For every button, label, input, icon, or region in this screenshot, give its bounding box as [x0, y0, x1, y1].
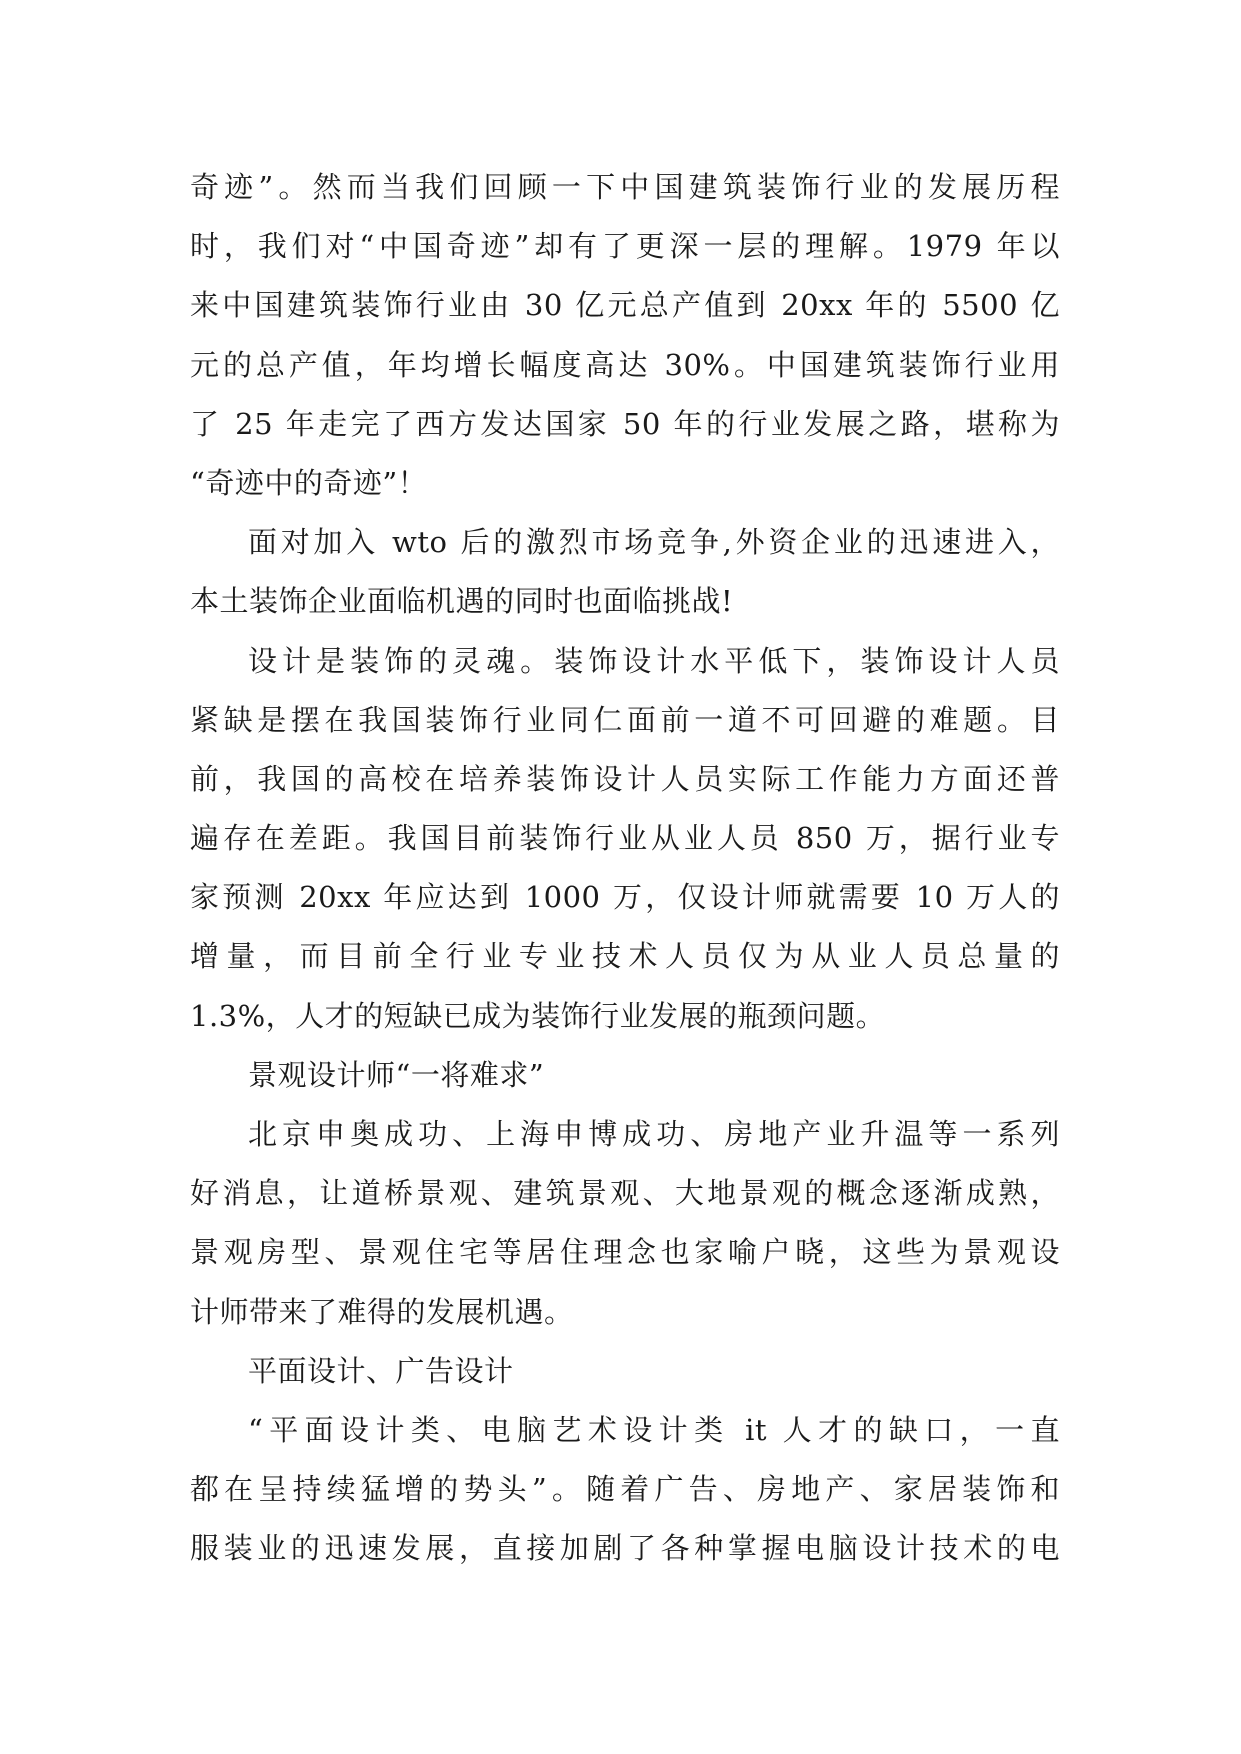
text-line: 都在呈持续猛增的势头”。随着广告、房地产、家居装饰和 — [190, 1472, 1060, 1507]
text-line: 本土装饰企业面临机遇的同时也面临挑战! — [190, 584, 734, 619]
paragraph-start-line: 面对加入 wto 后的激烈市场竞争,外资企业的迅速进入， — [248, 525, 1060, 560]
text-line: 1.3%，人才的短缺已成为装饰行业发展的瓶颈问题。 — [190, 998, 886, 1033]
text-line: “奇迹中的奇迹”！ — [190, 465, 428, 500]
text-line: 增量，而目前全行业专业技术人员仅为从业人员总量的 — [190, 939, 1060, 974]
text-line: 奇迹”。然而当我们回顾一下中国建筑装饰行业的发展历程 — [190, 170, 1060, 204]
text-line: 家预测 20xx 年应达到 1000 万，仅设计师就需要 10 万人的 — [190, 880, 1060, 915]
paragraph-start-line: 北京申奥成功、上海申博成功、房地产业升温等一系列 — [248, 1117, 1060, 1151]
text-line: 遍存在差距。我国目前装饰行业从业人员 850 万，据行业专 — [190, 821, 1060, 856]
paragraph-start-line: “平面设计类、电脑艺术设计类 it 人才的缺口，一直 — [248, 1412, 1060, 1447]
section-heading: 平面设计、广告设计 — [248, 1353, 514, 1388]
text-line: 好消息，让道桥景观、建筑景观、大地景观的概念逐渐成熟， — [190, 1176, 1060, 1211]
text-line: 时，我们对“中国奇迹”却有了更深一层的理解。1979 年以 — [190, 229, 1060, 264]
text-line: 紧缺是摆在我国装饰行业同仁面前一道不可回避的难题。目 — [190, 702, 1060, 737]
text-line: 前，我国的高校在培养装饰设计人员实际工作能力方面还普 — [190, 761, 1060, 796]
document-body — [190, 158, 1060, 1579]
section-heading: 景观设计师“一将难求” — [248, 1057, 545, 1092]
text-line: 服装业的迅速发展，直接加剧了各种掌握电脑设计技术的电 — [190, 1531, 1060, 1566]
text-line: 计师带来了难得的发展机遇。 — [190, 1294, 574, 1329]
text-line: 了 25 年走完了西方发达国家 50 年的行业发展之路，堪称为 — [190, 406, 1060, 441]
text-line: 景观房型、景观住宅等居住理念也家喻户晓，这些为景观设 — [190, 1235, 1060, 1270]
text-line: 元的总产值，年均增长幅度高达 30%。中国建筑装饰行业用 — [190, 347, 1060, 382]
paragraph-start-line: 设计是装饰的灵魂。装饰设计水平低下，装饰设计人员 — [248, 643, 1060, 678]
text-line: 来中国建筑装饰行业由 30 亿元总产值到 20xx 年的 5500 亿 — [190, 288, 1060, 323]
